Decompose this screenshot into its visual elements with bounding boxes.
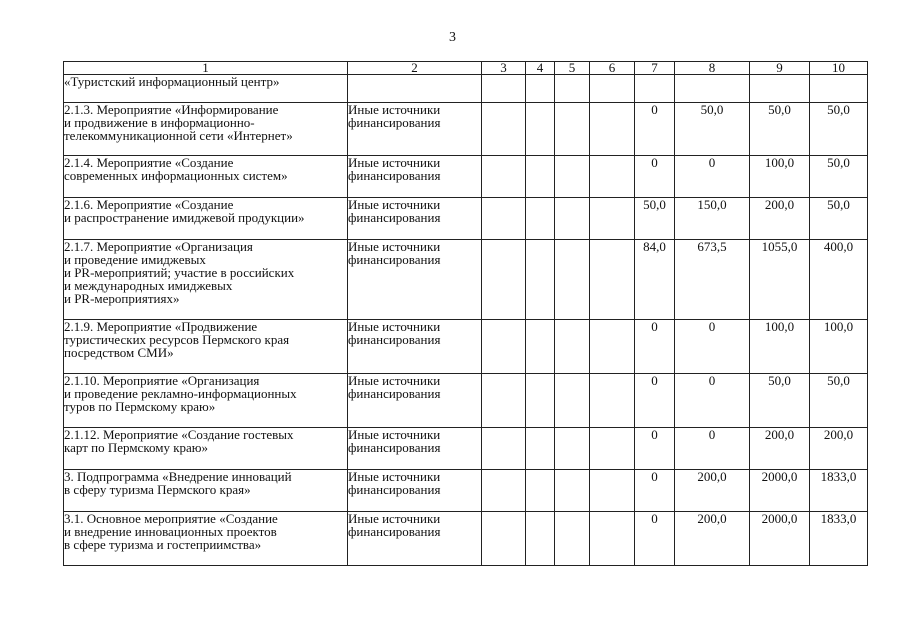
value-cell	[555, 320, 590, 374]
value-cell: 0	[675, 374, 750, 428]
funding-source: Иные источники финансирования	[348, 240, 482, 320]
activity-name: 3.1. Основное мероприятие «Создание и внедрение инновационных проектов в сфере туризма и гостеприимства»	[64, 512, 348, 566]
funding-source: Иные источники финансирования	[348, 428, 482, 470]
activity-name: 2.1.10. Мероприятие «Организация и проведение рекламно-информационных туров по Пермскому краю»	[64, 374, 348, 428]
column-header: 5	[555, 62, 590, 75]
value-cell	[526, 103, 555, 156]
table-row	[64, 374, 868, 428]
value-cell	[526, 75, 555, 103]
column-header: 6	[590, 62, 635, 75]
value-cell	[482, 428, 526, 470]
value-cell: 50,0	[810, 103, 868, 156]
value-cell: 0	[635, 374, 675, 428]
page-number: 3	[449, 30, 456, 45]
value-cell	[482, 374, 526, 428]
value-cell	[590, 428, 635, 470]
value-cell	[482, 512, 526, 566]
value-cell: 0	[635, 320, 675, 374]
value-cell: 200,0	[675, 512, 750, 566]
value-cell: 200,0	[750, 198, 810, 240]
value-cell: 50,0	[810, 374, 868, 428]
value-cell: 0	[675, 156, 750, 198]
value-cell	[555, 240, 590, 320]
column-header: 8	[675, 62, 750, 75]
funding-source: Иные источники финансирования	[348, 320, 482, 374]
value-cell	[635, 75, 675, 103]
activity-name: 2.1.9. Мероприятие «Продвижение туристических ресурсов Пермского края посредством СМИ»	[64, 320, 348, 374]
value-cell	[482, 156, 526, 198]
value-cell	[526, 374, 555, 428]
value-cell	[482, 240, 526, 320]
column-header: 3	[482, 62, 526, 75]
value-cell: 673,5	[675, 240, 750, 320]
value-cell: 50,0	[635, 198, 675, 240]
value-cell: 0	[635, 156, 675, 198]
value-cell	[590, 470, 635, 512]
value-cell	[555, 198, 590, 240]
value-cell	[555, 512, 590, 566]
value-cell: 2000,0	[750, 470, 810, 512]
column-header: 7	[635, 62, 675, 75]
value-cell	[526, 156, 555, 198]
value-cell	[482, 103, 526, 156]
value-cell: 50,0	[750, 374, 810, 428]
value-cell: 150,0	[675, 198, 750, 240]
table-row	[64, 320, 868, 374]
value-cell: 50,0	[675, 103, 750, 156]
value-cell	[590, 103, 635, 156]
value-cell	[590, 512, 635, 566]
value-cell: 1833,0	[810, 470, 868, 512]
value-cell: 0	[635, 512, 675, 566]
value-cell	[555, 374, 590, 428]
value-cell	[526, 428, 555, 470]
value-cell	[526, 512, 555, 566]
table-row	[64, 103, 868, 156]
value-cell: 1833,0	[810, 512, 868, 566]
value-cell	[590, 240, 635, 320]
activity-name: 3. Подпрограмма «Внедрение инноваций в сферу туризма Пермского края»	[64, 470, 348, 512]
value-cell: 0	[635, 103, 675, 156]
value-cell: 200,0	[810, 428, 868, 470]
value-cell	[590, 75, 635, 103]
table-row	[64, 470, 868, 512]
funding-source: Иные источники финансирования	[348, 103, 482, 156]
value-cell: 100,0	[810, 320, 868, 374]
activity-name: 2.1.3. Мероприятие «Информирование и продвижение в информационно- телекоммуникационной сети «Интернет»	[64, 103, 348, 156]
table-row	[64, 240, 868, 320]
value-cell: 1055,0	[750, 240, 810, 320]
value-cell: 50,0	[810, 156, 868, 198]
value-cell	[555, 470, 590, 512]
value-cell	[590, 374, 635, 428]
value-cell	[555, 156, 590, 198]
value-cell: 200,0	[675, 470, 750, 512]
value-cell: 200,0	[750, 428, 810, 470]
table-row	[64, 512, 868, 566]
table-row	[64, 156, 868, 198]
value-cell	[526, 470, 555, 512]
value-cell	[526, 240, 555, 320]
value-cell: 400,0	[810, 240, 868, 320]
activity-name: «Туристский информационный центр»	[64, 75, 348, 103]
table-row	[64, 428, 868, 470]
activity-name: 2.1.7. Мероприятие «Организация и проведение имиджевых и PR-мероприятий; участие в российских и международных имиджевых и PR-мероприятиях»	[64, 240, 348, 320]
value-cell	[810, 75, 868, 103]
value-cell	[482, 320, 526, 374]
activity-name: 2.1.6. Мероприятие «Создание и распространение имиджевой продукции»	[64, 198, 348, 240]
value-cell	[482, 75, 526, 103]
value-cell	[526, 320, 555, 374]
value-cell: 0	[675, 320, 750, 374]
column-header: 9	[750, 62, 810, 75]
value-cell: 50,0	[750, 103, 810, 156]
funding-table	[63, 61, 868, 566]
funding-source: Иные источники финансирования	[348, 156, 482, 198]
value-cell	[482, 470, 526, 512]
value-cell	[590, 320, 635, 374]
table-row	[64, 198, 868, 240]
value-cell	[590, 198, 635, 240]
value-cell: 84,0	[635, 240, 675, 320]
column-header: 1	[64, 62, 348, 75]
value-cell	[526, 198, 555, 240]
value-cell	[590, 156, 635, 198]
funding-source: Иные источники финансирования	[348, 470, 482, 512]
value-cell: 0	[635, 470, 675, 512]
column-header: 4	[526, 62, 555, 75]
value-cell	[555, 75, 590, 103]
column-header: 2	[348, 62, 482, 75]
funding-source: Иные источники финансирования	[348, 512, 482, 566]
value-cell	[555, 103, 590, 156]
funding-source	[348, 75, 482, 103]
value-cell: 0	[635, 428, 675, 470]
value-cell: 100,0	[750, 320, 810, 374]
value-cell: 0	[675, 428, 750, 470]
value-cell	[675, 75, 750, 103]
activity-name: 2.1.12. Мероприятие «Создание гостевых карт по Пермскому краю»	[64, 428, 348, 470]
header-row	[64, 62, 868, 75]
value-cell: 50,0	[810, 198, 868, 240]
value-cell	[750, 75, 810, 103]
table-row	[64, 75, 868, 103]
value-cell: 100,0	[750, 156, 810, 198]
funding-source: Иные источники финансирования	[348, 374, 482, 428]
value-cell	[482, 198, 526, 240]
funding-source: Иные источники финансирования	[348, 198, 482, 240]
value-cell: 2000,0	[750, 512, 810, 566]
column-header: 10	[810, 62, 868, 75]
value-cell	[555, 428, 590, 470]
activity-name: 2.1.4. Мероприятие «Создание современных информационных систем»	[64, 156, 348, 198]
